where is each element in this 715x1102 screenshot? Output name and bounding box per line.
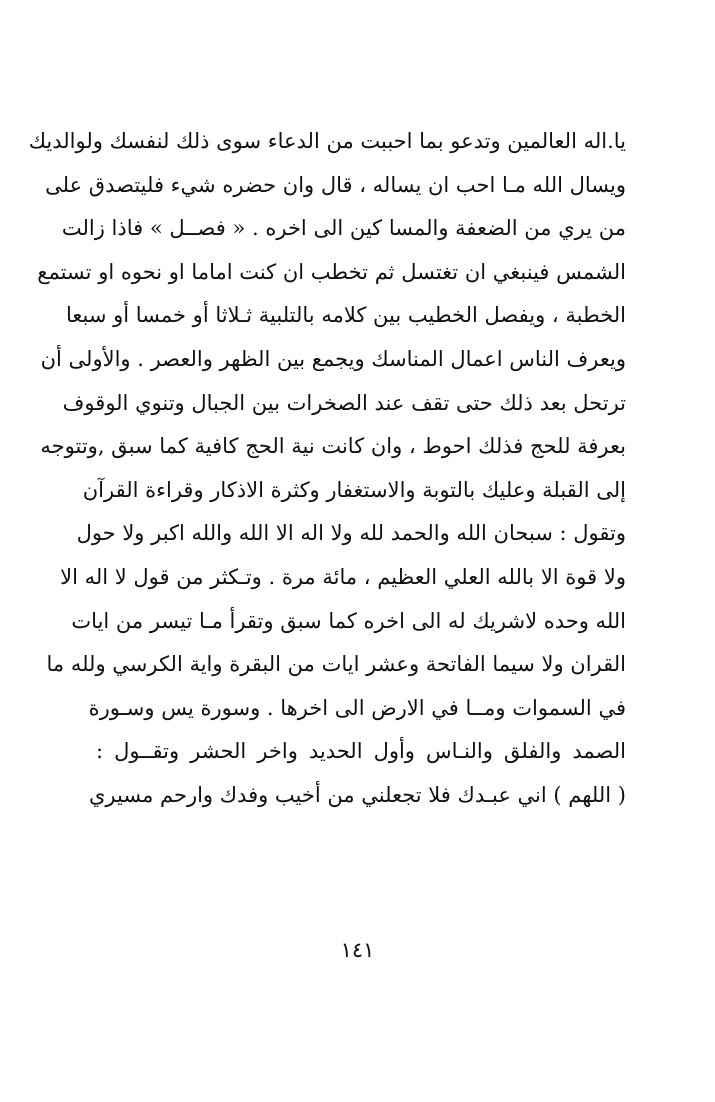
text-line: الشمس فينبغي ان تغتسل ثم تخطب ان كنت اماما او نحوه او تستمع (37, 259, 626, 284)
text-line: الخطبة ، ويفصل الخطيب بين كلامه بالتلبية ثـلاثا أو خمسا أو سبعا (65, 303, 626, 328)
text-line: ( اللهم ) اني عبـدك فلا تجعلني من أخيب وفدك وارحم مسيري (88, 782, 626, 807)
body-text (28, 120, 626, 818)
text-line: ويسال الله مـا احب ان يساله ، قال وان حضره شيء فليتصدق على (45, 172, 626, 197)
text-line: الله وحده لاشريك له الى اخره كما سبق وتقرأ مـا تيسر من ايات (71, 608, 626, 633)
text-line: القران ولا سيما الفاتحة وعشر ايات من البقرة واية الكرسي ولله ما (46, 652, 626, 677)
text-line: ولا قوة الا بالله العلي العظيم ، مائة مرة . وتـكثر من قول لا اله الا (60, 564, 626, 589)
page-number: ١٤١ (340, 938, 375, 962)
text-line: يا.اله العالمين وتدعو بما احببت من الدعاء سوى ذلك لنفسك ولوالديك (28, 129, 626, 153)
text-line: في السموات ومــا في الارض الى اخرها . وسورة يس وسـورة (88, 695, 626, 720)
text-line: الصمد والفلق والنـاس وأول الحديد واخر الحشر وتقــول : (96, 739, 626, 764)
text-line: من يري من الضعفة والمسا كين الى اخره . « فصــل » فاذا زالت (61, 216, 626, 241)
text-line: ترتحل بعد ذلك حتى تقف عند الصخرات بين الجبال وتنوي الوقوف (62, 390, 626, 415)
text-line: إلى القبلة وعليك بالتوبة والاستغفار وكثرة الاذكار وقراءة القرآن (82, 477, 626, 502)
text-line: بعرفة للحج فذلك احوط ، وان كانت نية الحج كافية كما سبق ,وتتوجه (40, 434, 626, 459)
text-line: وتقول : سبحان الله والحمد لله ولا اله الا الله والله اكبر ولا حول (76, 521, 626, 546)
text-line: ويعرف الناس اعمال المناسك ويجمع بين الظهر والعصر . والأولى أن (40, 346, 626, 371)
